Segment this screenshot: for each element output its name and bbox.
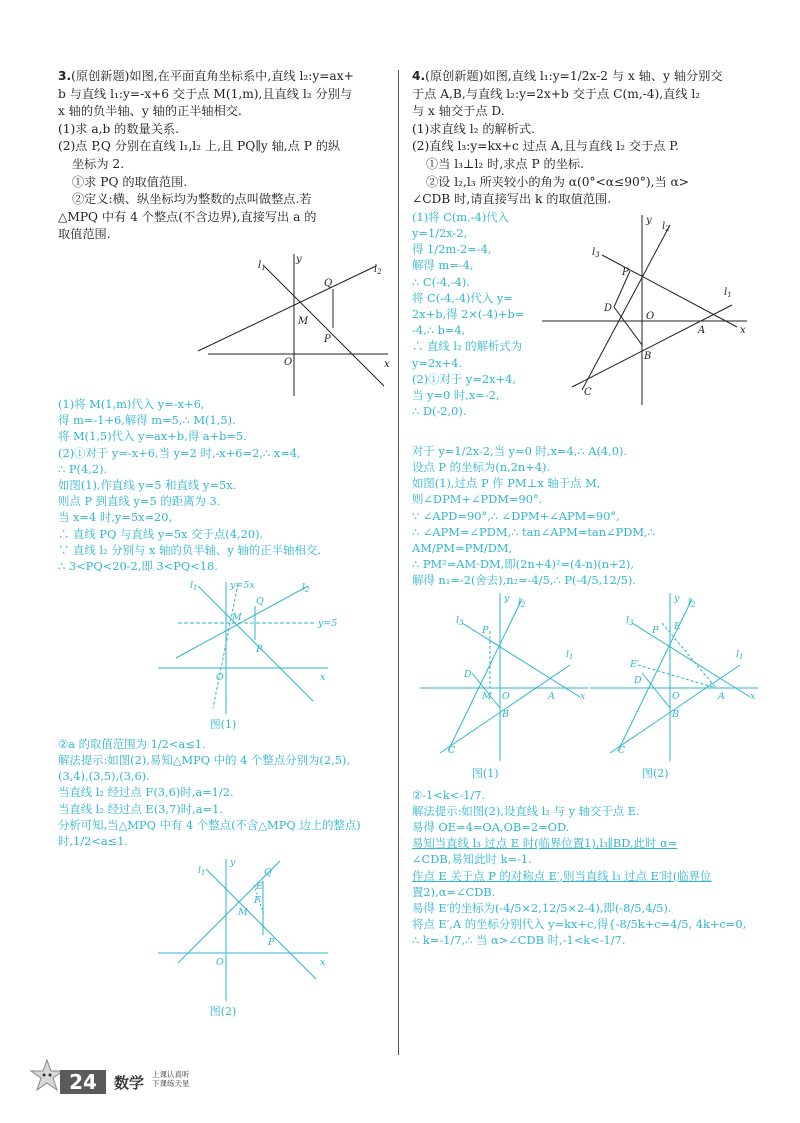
svg-text:Q: Q (324, 277, 333, 289)
q3-fig1-caption: 图(1) (209, 718, 237, 732)
q4-answers (412, 443, 757, 589)
q4-ans-18: ∴ ∠APM=∠PDM,∴ tan∠APM=tan∠PDM,∴ AM/PM=PM/DM, (412, 524, 655, 555)
q4-number: 4. (412, 69, 426, 83)
svg-text:x: x (320, 957, 326, 969)
q4-ans-5: 将 C(-4,-4)代入 y= (412, 290, 513, 305)
q3-line-6: ①求 PQ 的取值范围. (72, 174, 188, 189)
mascot-star-icon (30, 1058, 64, 1098)
q4-ans-13: 对于 y=1/2x-2,当 y=0 时,x=4,∴ A(4,0). (412, 443, 628, 458)
svg-text:x: x (740, 324, 746, 336)
svg-text:l1: $l_1$ (258, 259, 266, 272)
segment-db (614, 307, 642, 345)
svg-text:C: C (618, 744, 626, 756)
svg-text:l2: $l_2$ (374, 263, 382, 276)
svg-text:y: y (646, 214, 652, 226)
q4-ans2-1: 解法提示:如图(2),设直线 l₂ 与 y 轴交于点 E. (412, 803, 640, 818)
svg-text:x: x (750, 690, 756, 702)
svg-text:A: A (718, 690, 725, 702)
q4-ans2-4: ∠CDB,易知此时 k=-1. (412, 852, 532, 867)
q4-ans2-2: 易得 OE=4=OA,OB=2=OD. (412, 819, 570, 834)
svg-text:l1: $l_1$ (724, 286, 732, 299)
q4-line-7: ∠CDB 时,请直接写出 k 的取值范围. (412, 192, 612, 207)
q3-answer-figure-1 (58, 576, 388, 716)
q3-ans2-6: 时,1/2<a≤1. (58, 833, 129, 848)
svg-text:E′: E′ (630, 658, 640, 670)
q4-ans-16: 则∠DPM+∠PDM=90°. (412, 492, 543, 507)
q3-ans2-0: ②a 的取值范围为 1/2<a≤1. (58, 736, 206, 751)
svg-text:O: O (646, 310, 655, 322)
svg-text:P: P (482, 624, 489, 636)
q4-ans-17: ∵ ∠APD=90°,∴ ∠DPM+∠APM=90°, (412, 508, 620, 523)
column-divider (398, 70, 399, 1055)
q3-ans-7: 当 x=4 时,y=5x=20, (58, 510, 173, 525)
q4-line-3: (1)求直线 l₂ 的解析式. (412, 121, 535, 136)
svg-text:C: C (584, 386, 592, 398)
svg-text:y: y (230, 857, 236, 869)
svg-text:l3: $l_3$ (626, 614, 634, 627)
q3-ans-5: 如图(1),作直线 y=5 和直线 y=5x. (58, 477, 237, 492)
q3-line-0: 3.(原创新题)如图,在平面直角坐标系中,直线 l₂:y=ax+ (58, 69, 354, 83)
q4-ans-0: (1)将 C(m,-4)代入 (412, 209, 510, 224)
svg-text:y: y (296, 253, 302, 265)
svg-text:l2: $l_2$ (518, 596, 526, 609)
svg-text:Q: Q (256, 596, 264, 608)
q3-answers-part2 (58, 736, 388, 849)
q4-answers-part2 (412, 787, 757, 949)
q4-fig2-caption: 图(2) (642, 766, 669, 780)
q3-ans2-5: 分析可知,当△MPQ 中有 4 个整点(不含△MPQ 边上的整点) (58, 817, 361, 832)
q4-answer-figure-2 (590, 593, 760, 763)
q4-line-6: ②设 l₂,l₃ 所夹较小的角为 α(0°<α≤90°),当 α> (426, 174, 689, 189)
q4-ans2-0: ②-1<k<-1/7. (412, 787, 486, 802)
q4-question-figure (542, 215, 752, 405)
svg-text:l3: $l_3$ (456, 614, 464, 627)
q4-ans-20: 解得 n₁=-2(舍去),n₂=-4/5,∴ P(-4/5,12/5). (412, 573, 636, 588)
q3-line-1: b 与直线 l₁:y=-x+6 交于点 M(1,m),且直线 l₂ 分别与 (58, 86, 353, 101)
page-footer (30, 1058, 230, 1098)
svg-text:A: A (698, 324, 706, 336)
q4-ans-6: 2x+b,得 2×(-4)+b= (412, 306, 525, 321)
svg-text:E: E (256, 881, 263, 893)
svg-text:y=5: y=5 (318, 618, 338, 630)
q4-line-1: 于点 A,B,与直线 l₂:y=2x+b 交于点 C(m,-4),直线 l₂ (412, 86, 701, 101)
svg-text:l2: $l_2$ (688, 596, 696, 609)
svg-text:P: P (622, 266, 629, 278)
q4-answer-figures (412, 593, 757, 783)
svg-text:D: D (464, 668, 472, 680)
svg-text:O: O (502, 690, 510, 702)
svg-text:l2: $l_2$ (302, 582, 310, 595)
q3-line-9: 取值范围. (58, 227, 111, 242)
q4-answers-narrow (412, 209, 542, 420)
svg-text:O: O (284, 356, 293, 368)
svg-text:l1: $l_1$ (198, 865, 206, 878)
svg-text:M: M (238, 907, 248, 919)
q3-ans-0: (1)将 M(1,m)代入 y=-x+6, (58, 396, 205, 411)
q3-line-4: (2)点 P,Q 分别在直线 l₁,l₂ 上,且 PQ∥y 轴,点 P 的纵 (58, 139, 341, 154)
q4-ans2-3: 易知当直线 l₃ 过点 E 时(临界位置1),l₃∥BD,此时 α= (412, 836, 678, 851)
q4-ans-4: ∴ C(-4,-4). (412, 274, 470, 289)
line-l2 (198, 266, 376, 351)
svg-text:B: B (502, 708, 509, 720)
svg-text:y: y (674, 592, 680, 604)
q4-ans-10: (2)①对于 y=2x+4, (412, 371, 516, 386)
svg-text:M: M (298, 315, 309, 327)
svg-text:y: y (504, 592, 510, 604)
svg-text:l2: $l_2$ (662, 220, 670, 233)
svg-text:x: x (320, 672, 326, 684)
q4-ans-2: 得 1/2m-2=-4, (412, 242, 492, 257)
q3-ans-9: ∵ 直线 l₂ 分别与 x 轴的负半轴、y 轴的正半轴相交, (58, 542, 321, 557)
q4-ans-15: 如图(1),过点 P 作 PM⊥x 轴于点 M, (412, 476, 601, 491)
svg-text:D: D (604, 302, 613, 314)
question-3 (58, 68, 388, 1021)
q3-ans2-4: 当直线 l₂ 经过点 E(3,7)时,a=1. (58, 801, 223, 816)
svg-text:l1: $l_1$ (736, 648, 744, 661)
q4-ans-12: ∴ D(-2,0). (412, 404, 467, 419)
svg-text:M: M (482, 690, 492, 702)
svg-text:O: O (216, 957, 224, 969)
svg-text:B: B (672, 708, 679, 720)
svg-text:E: E (674, 620, 681, 632)
q3-ans-6: 则点 P 到直线 y=5 的距离为 3. (58, 494, 221, 509)
q3-line-3: (1)求 a,b 的数量关系. (58, 121, 179, 136)
svg-text:P: P (268, 937, 275, 949)
q3-ans-4: ∴ P(4,2). (58, 461, 108, 476)
svg-text:l3: $l_3$ (592, 246, 600, 259)
q4-ans-19: ∴ PM²=AM·DM,即(2n+4)²=(4-n)(n+2), (412, 557, 634, 572)
svg-text:y=5x: y=5x (230, 580, 255, 592)
svg-text:F: F (254, 895, 261, 907)
line-l2 (176, 586, 308, 658)
q3-line-7: ②定义:横、纵坐标均为整数的点叫做整点.若 (72, 192, 312, 207)
footer-tagline: 上课认真听 下课练天星 (152, 1070, 190, 1088)
q4-line-2: 与 x 轴交于点 D. (412, 104, 505, 119)
subject-label: 数学 (114, 1074, 145, 1092)
svg-text:P: P (652, 624, 659, 636)
q4-ans-9: y=2x+4. (412, 355, 463, 370)
svg-text:O: O (216, 672, 224, 684)
q3-ans-2: 将 M(1,5)代入 y=ax+b,得 a+b=5. (58, 429, 247, 444)
q3-ans2-3: 当直线 l₂ 经过点 F(3,6)时,a=1/2. (58, 785, 234, 800)
svg-text:l1: $l_1$ (190, 580, 198, 593)
q4-line-5: ①当 l₃⊥l₂ 时,求点 P 的坐标. (426, 156, 584, 171)
q3-ans-10: ∴ 3<PQ<20-2,即 3<PQ<18. (58, 558, 218, 573)
q3-number: 3. (58, 69, 72, 83)
q3-ans-8: ∴ 直线 PQ 与直线 y=5x 交于点(4,20). (58, 526, 264, 541)
q4-ans-8: ∴ 直线 l₂ 的解析式为 (412, 339, 523, 354)
q3-answers (58, 396, 388, 574)
q3-line-8: △MPQ 中有 4 个整点(不含边界),直接写出 a 的 (58, 209, 317, 224)
q4-ans-11: 当 y=0 时,x=-2, (412, 387, 500, 402)
q3-ans-3: (2)①对于 y=-x+6,当 y=2 时,-x+6=2,∴ x=4, (58, 445, 301, 460)
q4-ans-14: 设点 P 的坐标为(n,2n+4). (412, 459, 551, 474)
q4-ans-3: 解得 m=-4, (412, 258, 474, 273)
question-4 (412, 68, 757, 949)
q4-fig1-caption: 图(1) (472, 766, 499, 780)
svg-text:P: P (256, 644, 263, 656)
q3-ans2-1: 解法提示:如图(2),易知△MPQ 中的 4 个整点分别为(2,5), (58, 752, 351, 767)
q3-line-2: x 轴的负半轴、y 轴的正半轴相交. (58, 104, 242, 119)
svg-text:O: O (672, 690, 680, 702)
q3-ans2-2: (3,4),(3,5),(3,6). (58, 769, 150, 784)
q3-ans-1: 得 m=-1+6,解得 m=5,∴ M(1,5). (58, 413, 236, 428)
svg-text:P: P (324, 333, 331, 345)
q3-answer-figure-2 (58, 853, 388, 1003)
q3-fig2-caption: 图(2) (209, 1005, 237, 1019)
q4-line-0: 4.(原创新题)如图,直线 l₁:y=1/2x-2 与 x 轴、y 轴分别交 (412, 69, 723, 83)
q3-line-5: 坐标为 2. (72, 156, 125, 171)
svg-text:l1: $l_1$ (566, 648, 574, 661)
q3-question-figure (58, 246, 388, 396)
q4-ans-1: y=1/2x-2, (412, 225, 468, 240)
svg-text:M: M (232, 612, 242, 624)
q4-ans-7: -4,∴ b=4, (412, 323, 466, 338)
line-l3 (602, 255, 737, 327)
svg-text:A: A (548, 690, 555, 702)
svg-text:C: C (448, 744, 456, 756)
q4-line-4: (2)直线 l₃:y=kx+c 过点 A,且与直线 l₂ 交于点 P. (412, 139, 679, 154)
q4-ans2-5: 作点 E 关于点 P 的对称点 E′,则当直线 l₃ 过点 E′时(临界位 (412, 868, 712, 883)
svg-text:Q: Q (264, 867, 272, 879)
svg-text:x: x (580, 690, 586, 702)
svg-text:B: B (644, 350, 652, 362)
q4-ans2-6: 置2),α=∠CDB. (412, 884, 496, 899)
svg-text:D: D (634, 674, 642, 686)
q4-answer-with-figure (412, 209, 757, 443)
q4-ans2-9: ∴ k=-1/7,∴ 当 α>∠CDB 时,-1<k<-1/7. (412, 933, 626, 948)
svg-text:x: x (384, 358, 390, 370)
q4-ans2-7: 易得 E′的坐标为(-4/5×2,12/5×2-4),即(-8/5,4/5). (412, 901, 672, 915)
page-number: 24 (60, 1070, 106, 1094)
q4-answer-figure-1 (420, 593, 590, 763)
q4-ans2-8: 将点 E′,A 的坐标分别代入 y=kx+c,得{-8/5k+c=4/5, 4k+c=0, (412, 917, 747, 932)
